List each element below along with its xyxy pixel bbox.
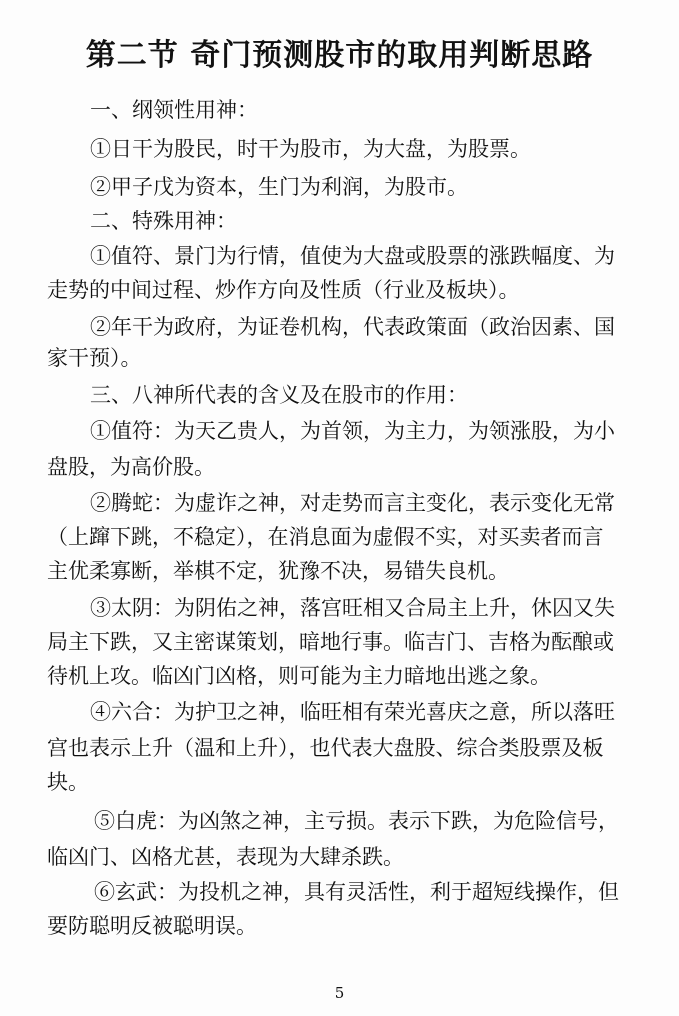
heading-line-9: 三、八神所代表的含义及在股市的作用： [90, 383, 468, 407]
text-line-14: 主优柔寡断，举棋不定，犹豫不决，易错失良机。 [47, 559, 509, 583]
text-line-18: ④六合：为护卫之神，临旺相有荣光喜庆之意，所以落旺 [90, 700, 615, 724]
text-line-5: ①值符、景门为行情，值使为大盘或股票的涨跌幅度、为 [90, 244, 615, 268]
text-line-21: ⑤白虎：为凶煞之神，主亏损。表示下跌，为危险信号， [94, 809, 619, 833]
text-line-13: （上蹿下跳，不稳定），在消息面为虚假不实，对买卖者而言 [47, 525, 604, 549]
text-line-3: ②甲子戊为资本，生门为利润，为股市。 [90, 175, 468, 199]
text-line-16: 局主下跌，又主密谋策划，暗地行事。临吉门、吉格为酝酿或 [47, 630, 614, 654]
text-line-11: 盘股，为高价股。 [47, 455, 215, 479]
text-line-19: 宫也表示上升（温和上升），也代表大盘股、综合类股票及板 [47, 736, 604, 760]
text-line-7: ②年干为政府，为证卷机构，代表政策面（政治因素、国 [90, 315, 615, 339]
text-line-2: ①日干为股民，时干为股市，为大盘，为股票。 [90, 137, 531, 161]
heading-line-4: 二、特殊用神： [90, 209, 237, 233]
page-number: 5 [334, 984, 345, 1002]
section-title: 第二节 奇门预测股市的取用判断思路 [85, 38, 594, 73]
heading-line-1: 一、纲领性用神： [90, 98, 258, 122]
text-line-20: 块。 [47, 770, 89, 794]
text-line-10: ①值符：为天乙贵人，为首领，为主力，为领涨股，为小 [90, 419, 615, 443]
text-line-17: 待机上攻。临凶门凶格，则可能为主力暗地出逃之象。 [47, 664, 551, 688]
text-line-12: ②腾蛇：为虚诈之神，对走势而言主变化，表示变化无常 [90, 491, 615, 515]
text-line-8: 家干预）。 [47, 346, 142, 370]
text-line-15: ③太阴：为阴佑之神，落宫旺相又合局主上升，休囚又失 [90, 596, 615, 620]
text-line-24: 要防聪明反被聪明误。 [47, 914, 257, 938]
text-line-22: 临凶门、凶格尤甚，表现为大肆杀跌。 [47, 845, 404, 869]
text-line-23: ⑥玄武：为投机之神，具有灵活性，利于超短线操作，但 [94, 880, 619, 904]
text-line-6: 走势的中间过程、炒作方向及性质（行业及板块）。 [47, 278, 520, 302]
